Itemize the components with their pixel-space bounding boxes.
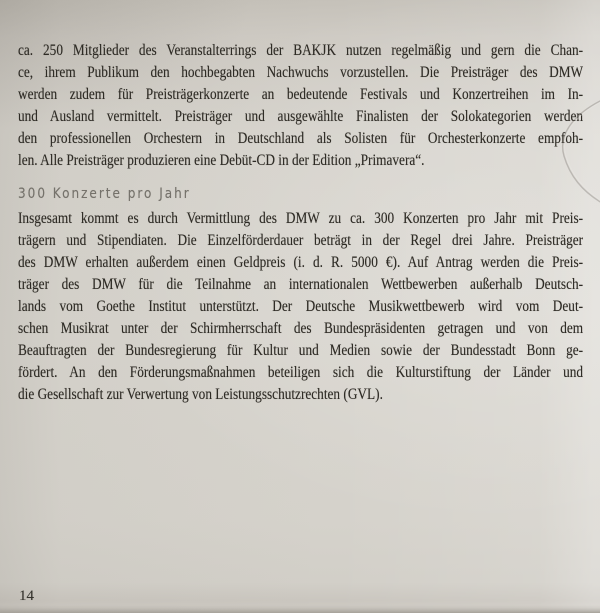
paragraph-line: des DMW erhalten außerdem einen Geldpreis (i. d. R. 5000 €). Auf Antrag werden die Preis- xyxy=(18,254,584,271)
paragraph-line: Beauftragten der Bundesregierung für Kultur und Medien sowie der Bundesstadt Bonn ge- xyxy=(18,342,584,359)
paragraph-line: len. Alle Preisträger produzieren eine Debüt-CD in der Edition „Primavera“. xyxy=(18,152,425,169)
page-number: 14 xyxy=(19,588,34,604)
paragraph-line: träger des DMW für die Teilnahme an internationalen Wettbewerben außerhalb Deutsch- xyxy=(18,276,584,293)
paragraph-line: ce, ihrem Publikum den hochbegabten Nachwuchs vorzustellen. Die Preisträger des DMW xyxy=(18,64,584,81)
paragraph-line: lands vom Goethe Institut unterstützt. Der Deutsche Musikwettbewerb wird vom Deut- xyxy=(18,298,584,315)
text-block xyxy=(18,40,583,406)
paragraph-line: den professionellen Orchestern in Deutschland als Solisten für Orchesterkonzerte empfoh- xyxy=(18,130,584,147)
page-bottom-edge xyxy=(0,605,600,613)
paragraph-line: trägern und Stipendiaten. Die Einzelförderdauer beträgt in der Regel drei Jahre. Preisträger xyxy=(18,232,584,249)
paragraph-line: die Gesellschaft zur Verwertung von Leistungsschutzrechten (GVL). xyxy=(18,386,383,403)
paragraph-line: ca. 250 Mitglieder des Veranstalterrings der BAKJK nutzen regelmäßig und gern die Chan- xyxy=(18,42,584,59)
paragraph-line: werden zudem für Preisträgerkonzerte an bedeutende Festivals und Konzertreihen im In- xyxy=(18,86,584,103)
body-paragraph-1 xyxy=(18,40,583,172)
paragraph-line: und Ausland vermittelt. Preisträger und ausgewählte Finalisten der Solokategorien werden xyxy=(18,108,584,125)
section-heading: 300 Konzerte pro Jahr xyxy=(18,186,191,202)
paragraph-line: fördert. An den Förderungsmaßnahmen beteiligen sich die Kulturstiftung der Länder und xyxy=(18,364,584,381)
paragraph-line: Insgesamt kommt es durch Vermittlung des DMW zu ca. 300 Konzerten pro Jahr mit Preis- xyxy=(18,210,584,227)
body-paragraph-2 xyxy=(18,208,583,406)
paragraph-line: schen Musikrat unter der Schirmherrschaft des Bundespräsidenten getragen und von dem xyxy=(18,320,584,337)
